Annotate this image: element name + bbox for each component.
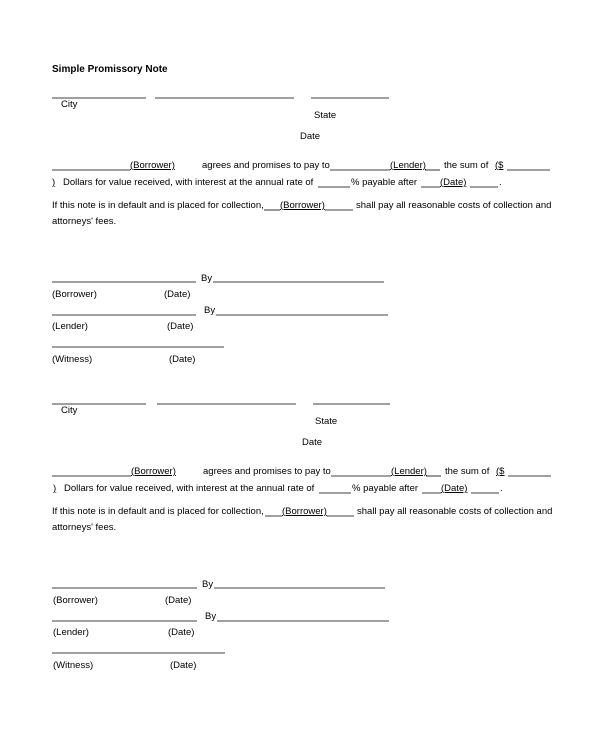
witness-label: (Witness) [52,354,93,365]
signature-lines [0,576,600,671]
default-text: If this note is in default and is placed for collection, [52,200,264,211]
signature-lines [0,270,600,365]
agrees-text: agrees and promises to pay to [202,160,330,171]
city-label: City [61,99,78,110]
fees-text: attorneys' fees. [52,216,117,227]
state-label: State [315,416,338,427]
shall-pay-text: shall pay all reasonable costs of collection and [357,506,553,517]
default-text: If this note is in default and is placed for collection, [52,506,264,517]
sum-text: the sum of [444,160,489,171]
header-blank-lines [0,395,600,407]
by-label: By [205,611,217,622]
default-borrower-field[interactable]: (Borrower) [280,200,325,211]
dollar-open: ($ [496,466,505,477]
dollar-open: ($ [495,160,504,171]
header-blank-lines [0,0,600,100]
witness-label: (Witness) [53,660,94,671]
lender-label: (Lender) [52,321,88,332]
by-label: By [204,305,216,316]
borrower-field[interactable]: (Borrower) [130,160,175,171]
percent-text: % payable after [351,177,418,188]
borrower-field[interactable]: (Borrower) [131,466,176,477]
dollars-text: Dollars for value received, with interest at the annual rate of [64,483,315,494]
lender-label: (Lender) [53,627,89,638]
borrower-label: (Borrower) [53,595,98,606]
dollar-close: ) [53,483,57,494]
lender-date-label: (Date) [168,627,195,638]
dollar-close: ) [52,177,56,188]
rate-blanks [0,483,600,495]
shall-pay-text: shall pay all reasonable costs of collection and [356,200,552,211]
borrower-date-label: (Date) [165,595,192,606]
city-label: City [61,405,78,416]
date-label: Date [302,437,323,448]
borrower-label: (Borrower) [52,289,97,300]
agrees-text: agrees and promises to pay to [203,466,331,477]
date-field[interactable]: (Date) [441,483,468,494]
by-label: By [202,579,214,590]
date-field[interactable]: (Date) [440,177,467,188]
state-label: State [314,110,337,121]
default-borrower-field[interactable]: (Borrower) [282,506,327,517]
date-label: Date [300,131,321,142]
witness-date-label: (Date) [169,354,196,365]
lender-field[interactable]: (Lender) [391,466,427,477]
lender-field[interactable]: (Lender) [390,160,426,171]
lender-tail-blank [0,160,600,172]
rate-blanks [0,177,600,189]
document-title: Simple Promissory Note [52,64,168,75]
period: . [500,483,503,494]
lender-date-label: (Date) [167,321,194,332]
borrower-date-label: (Date) [164,289,191,300]
by-label: By [201,273,213,284]
period: . [499,177,502,188]
witness-date-label: (Date) [170,660,197,671]
fees-text: attorneys' fees. [52,522,117,533]
sum-text: the sum of [445,466,490,477]
dollars-text: Dollars for value received, with interest at the annual rate of [63,177,314,188]
percent-text: % payable after [352,483,419,494]
